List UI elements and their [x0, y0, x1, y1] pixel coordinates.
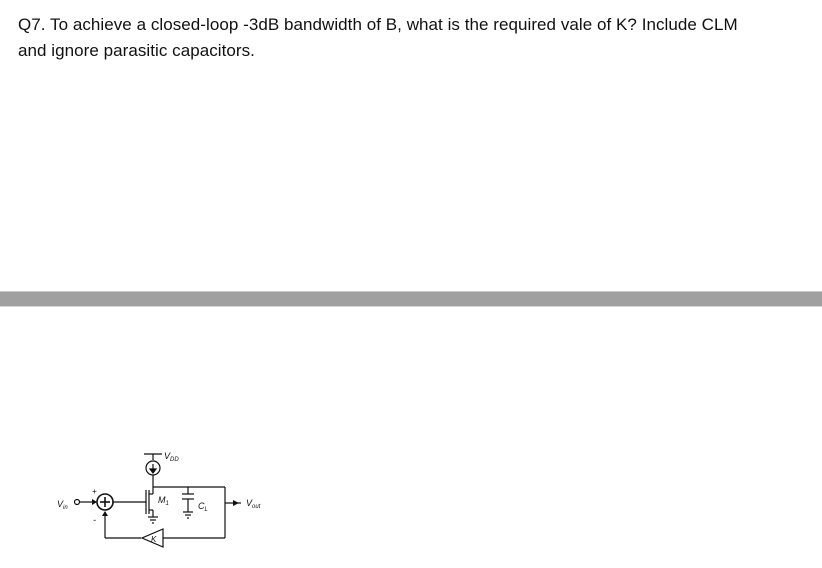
current-source-icon [146, 461, 160, 487]
question-line-2: and ignore parasitic capacitors. [18, 41, 255, 60]
cl-label: $C_L$ [198, 501, 208, 513]
vin-label: $V_{in}$ [57, 499, 68, 511]
load-capacitor-icon [182, 494, 194, 518]
circuit-diagram [0, 430, 822, 563]
plus-sign-label: + [92, 487, 97, 496]
vout-label: $V_{out}$ [246, 498, 261, 510]
summing-junction-icon [97, 494, 113, 510]
divider-bar [0, 291, 822, 307]
vdd-rail [144, 454, 162, 460]
ground-icon [148, 517, 158, 523]
vdd-label: $V_{DD}$ [164, 451, 179, 463]
nmos-transistor-icon [146, 487, 153, 517]
question-text [18, 12, 808, 64]
minus-sign-label: - [93, 515, 96, 525]
m1-label: $M_1$ [158, 495, 169, 507]
question-line-1: Q7. To achieve a closed-loop -3dB bandwidth of B, what is the required vale of K? Include CLM [18, 15, 738, 34]
input-wire [75, 499, 98, 505]
drain-node-wire [153, 487, 241, 538]
k-label: K [151, 535, 157, 544]
